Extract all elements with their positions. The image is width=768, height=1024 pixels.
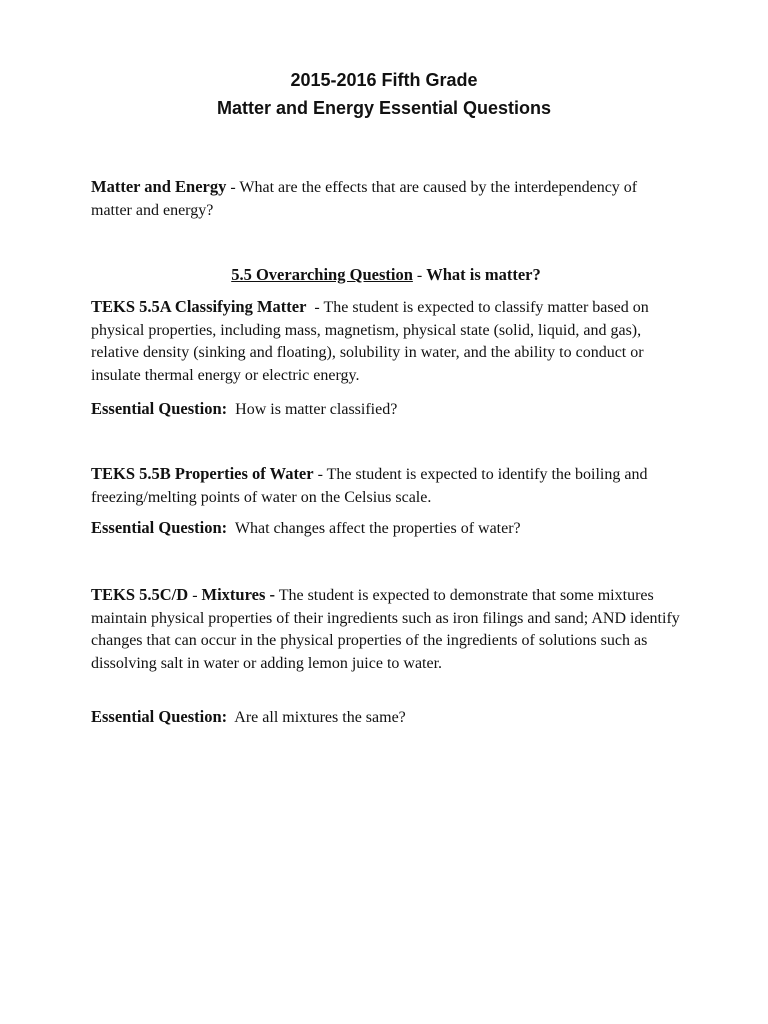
teks-5-5cd-text: The student is expected to demonstrate that some mixtures maintain physical properties of their ingredients such as iron filings and sand; AND identify changes that can occur in the physical properties of the ingredients of solutions such as dissolving salt in water or adding lemon juice to water. xyxy=(91,587,680,672)
essential-question-label: Essential Question: xyxy=(91,399,228,418)
intro-term: Matter and Energy xyxy=(91,177,227,196)
teks-5-5a-heading: TEKS 5.5A Classifying Matter xyxy=(91,297,307,316)
essential-question-5-5cd xyxy=(91,706,681,730)
teks-5-5b-paragraph xyxy=(91,463,681,509)
teks-5-5cd-subheading: Mixtures - xyxy=(201,585,275,604)
document-title xyxy=(0,66,768,122)
overarching-label: 5.5 Overarching Question xyxy=(231,265,413,284)
title-line-1: 2015-2016 Fifth Grade xyxy=(290,70,478,90)
essential-question-label: Essential Question: xyxy=(91,707,228,726)
teks-5-5a-text: The student is expected to classify matter based on physical properties, including mass, magnetism, physical state (solid, liquid, and gas), relative density (sinking and floating), solubility in water, and the ability to conduct or insulate thermal energy or electric energy. xyxy=(91,299,649,384)
essential-question-text: Are all mixtures the same? xyxy=(234,709,406,726)
teks-5-5cd-heading: TEKS 5.5C/D xyxy=(91,585,189,604)
essential-question-label: Essential Question: xyxy=(91,518,228,537)
overarching-question xyxy=(91,264,681,288)
teks-5-5a-paragraph xyxy=(91,296,681,387)
title-line-2: Matter and Energy Essential Questions xyxy=(216,98,552,118)
essential-question-text: What changes affect the properties of water? xyxy=(234,520,521,537)
teks-5-5cd-paragraph xyxy=(91,584,681,675)
teks-5-5a-separator: - xyxy=(306,299,324,316)
intro-text: What are the effects that are caused by the interdependency of matter and energy? xyxy=(91,179,638,219)
overarching-separator: - xyxy=(412,267,427,284)
essential-question-text: How is matter classified? xyxy=(235,401,398,418)
essential-question-5-5b xyxy=(91,517,681,541)
teks-5-5b-heading: TEKS 5.5B Properties of Water xyxy=(91,464,314,483)
teks-5-5b-separator: - xyxy=(313,466,327,483)
essential-question-5-5a xyxy=(91,398,681,422)
intro-paragraph xyxy=(91,176,681,222)
overarching-question-text: What is matter? xyxy=(426,265,541,284)
teks-5-5cd-separator: - xyxy=(188,587,202,604)
intro-separator: - xyxy=(226,179,240,196)
teks-5-5b-text: The student is expected to identify the boiling and freezing/melting points of water on the Celsius scale. xyxy=(91,466,648,506)
